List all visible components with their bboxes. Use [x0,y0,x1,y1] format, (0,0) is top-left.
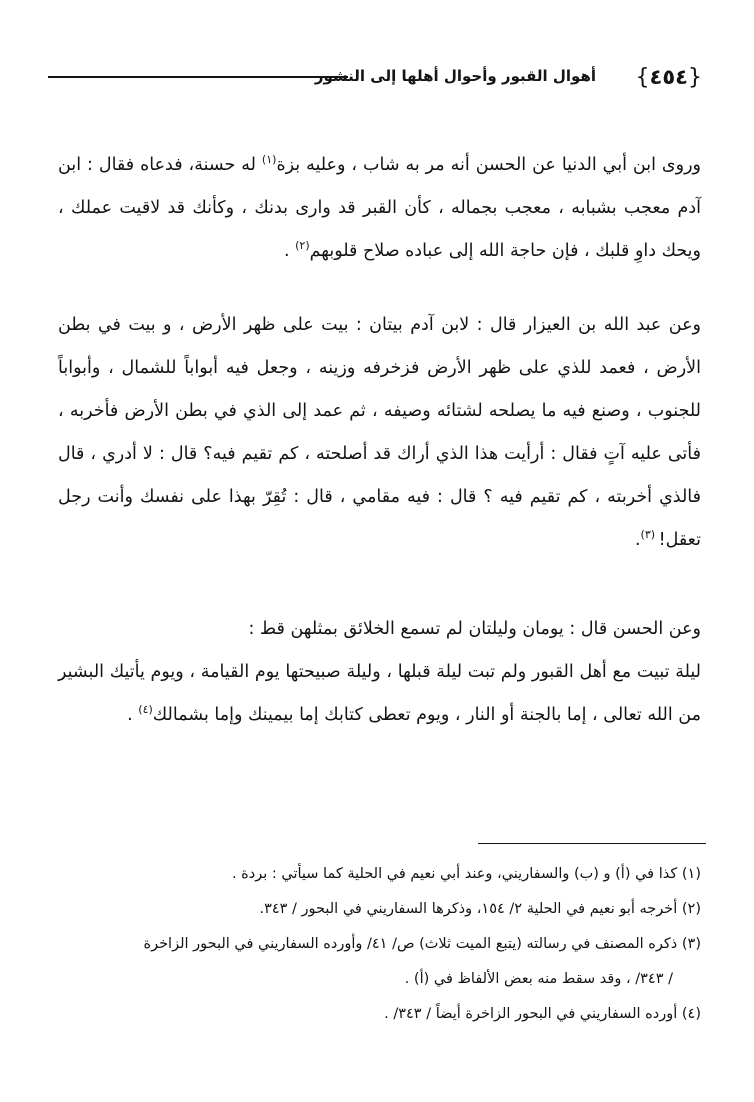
page-number: {٤٥٤} [635,65,702,90]
footnote-ref-2: (٢) [295,238,310,252]
footnote-ref-3: (٣) [640,527,659,541]
footnote-ref-4: (٤) [138,702,153,716]
paragraph-3: وعن الحسن قال : يومان وليلتان لم تسمع الخلائق بمثلهن قط : ليلة تبيت مع أهل القبور ولم تبت ليلة قبلها ، وليلة صبيحتها يوم القيامة ، ويوم يأتيك البشير من الله تعالى ، إما بالجنة أو النار ، ويوم تعطى كتابك إما بيمينك وإما بشمالك$^{(٤)}$ . [58,608,701,737]
footnote-separator [478,843,706,844]
paragraph-2: وعن عبد الله بن العيزار قال : لابن آدم بيتان : بيت على ظهر الأرض ، و بيت في بطن الأرض ، فعمد للذي على ظهر الأرض فزخرفه وزينه ، وجعل فيه أبواباً للشمال ، وأبواباً للجنوب ، وصنع فيه ما يصلحه لشتائه وصيفه ، ثم عمد إلى الذي في بطن الأرض فأخربه ، فأتى عليه آتٍ فقال : أرأيت هذا الذي أراك قد أصلحته ، كم تقيم فيه؟ قال : لا أدري ، قال فالذي أخربته ، كم تقيم فيه ؟ قال : فيه مقامي ، قال : تُقِرّ بهذا على نفسك وأنت رجل تعقل! $^{(٣)}$. [58,314,701,550]
footnote-3-continuation: / ٣٤٣/ ، وقد سقط منه بعض الألفاظ في (أ) . [404,971,673,987]
paragraph-3-lead: وعن الحسن قال : يومان وليلتان لم تسمع الخلائق بمثلهن قط : [248,618,701,639]
header-rule [48,76,348,78]
footnote-1: (١) كذا في (أ) و (ب) والسفاريني، وعند أبي نعيم في الحلية كما سيأتي : بردة . [231,866,701,882]
paragraph-1: وروى ابن أبي الدنيا عن الحسن أنه مر به شاب ، وعليه بزة$^{(١)}$ له حسنة، فدعاه فقال : ابن آدم معجب بشبابه ، معجب بجماله ، كأن القبر قد وارى بدنك ، وكأنك قد لاقيت عملك ، ويحك داوِ قلبك ، فإن حاجة الله إلى عباده صلاح قلوبهم$^{(٢)}$ . [58,152,701,261]
page-header [48,62,708,96]
footnote-4: (٤) أورده السفاريني في البحور الزاخرة أيضاً / ٣٤٣/ . [384,1006,701,1022]
footnotes [58,857,701,1032]
running-title: أهوال القبور وأحوال أهلها إلى النشور [314,67,596,85]
footnote-ref-1: (١) [261,152,277,166]
footnote-3: (٣) ذكره المصنف في رسالته (يتبع الميت ثلاث) ص/ ٤١/ وأورده السفاريني في البحور الزاخرة / ٣٤٣/ ، وقد سقط منه بعض الألفاظ في (أ) . [58,927,701,997]
footnote-2: (٢) أخرجه أبو نعيم في الحلية ٢/ ١٥٤، وذكرها السفاريني في البحور / ٣٤٣. [259,901,701,917]
